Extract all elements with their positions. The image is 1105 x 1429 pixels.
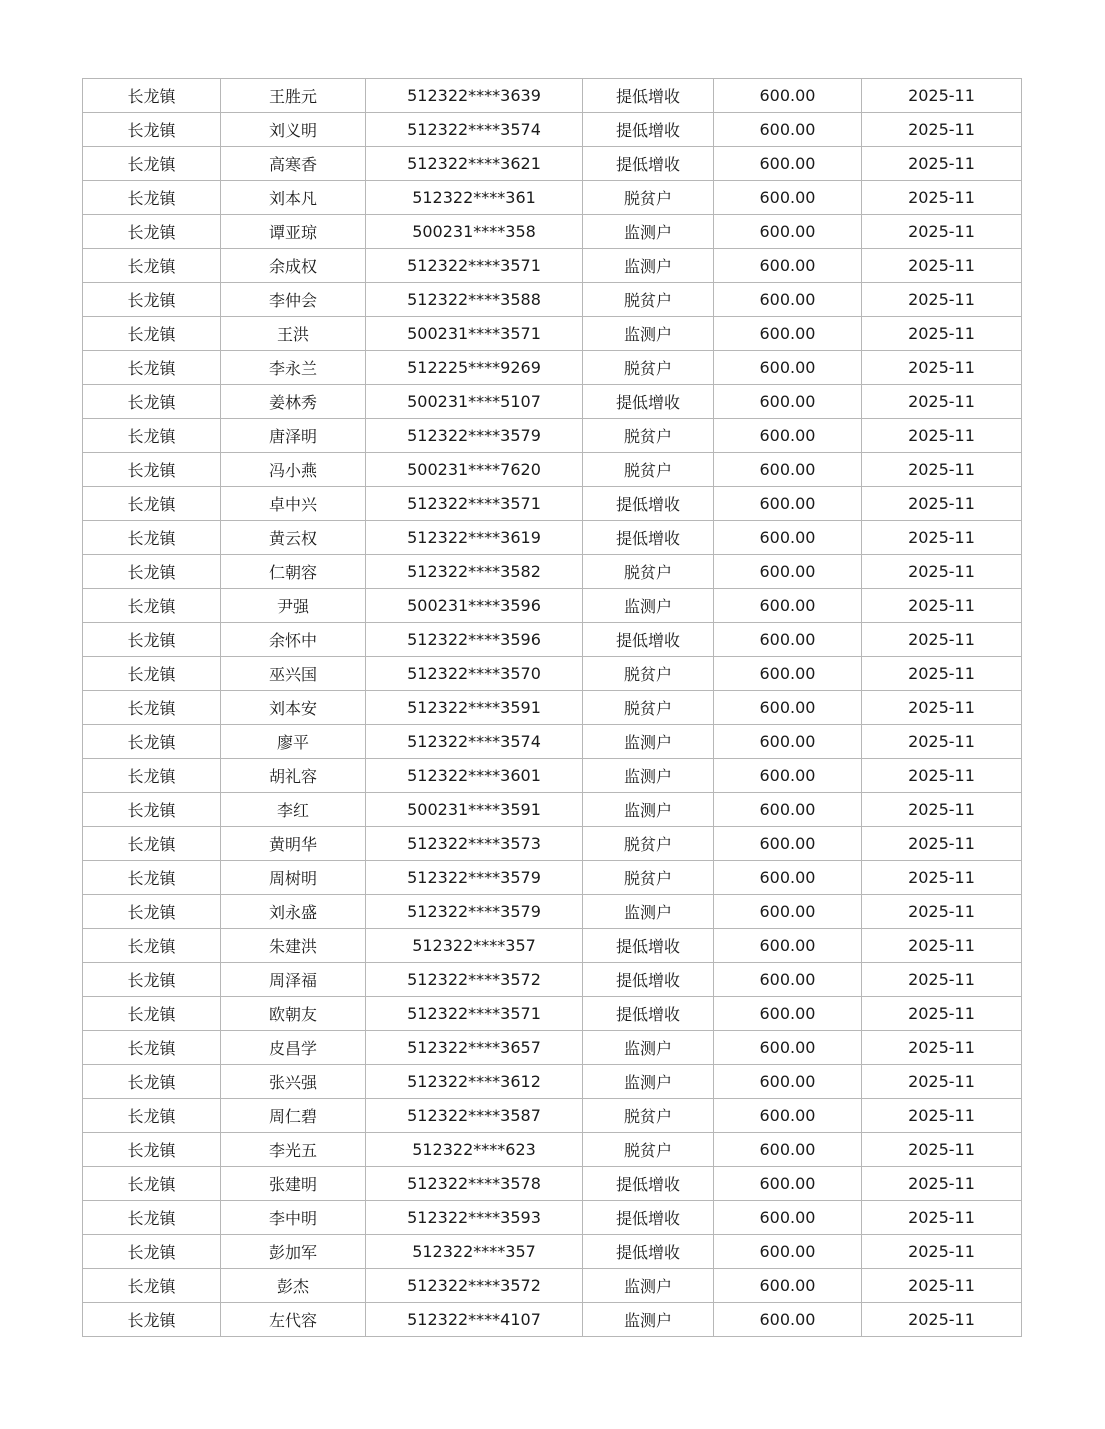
household-type-cell: 脱贫户 <box>583 657 714 691</box>
household-type-cell: 脱贫户 <box>583 1099 714 1133</box>
household-type-cell: 脱贫户 <box>583 827 714 861</box>
amount-cell: 600.00 <box>714 419 862 453</box>
roster-table <box>82 78 1022 1337</box>
id-number-cell: 512322****357 <box>366 929 583 963</box>
period-cell: 2025-11 <box>862 1133 1022 1167</box>
household-type-cell: 脱贫户 <box>583 1133 714 1167</box>
id-number-cell: 512322****3579 <box>366 419 583 453</box>
period-cell: 2025-11 <box>862 691 1022 725</box>
name-cell: 李永兰 <box>221 351 366 385</box>
table-row <box>83 861 1022 895</box>
town-cell: 长龙镇 <box>83 79 221 113</box>
id-number-cell: 512322****623 <box>366 1133 583 1167</box>
roster-table-body <box>83 79 1022 1337</box>
name-cell: 余成权 <box>221 249 366 283</box>
household-type-cell: 脱贫户 <box>583 861 714 895</box>
town-cell: 长龙镇 <box>83 453 221 487</box>
household-type-cell: 监测户 <box>583 317 714 351</box>
town-cell: 长龙镇 <box>83 929 221 963</box>
household-type-cell: 提低增收 <box>583 929 714 963</box>
town-cell: 长龙镇 <box>83 623 221 657</box>
amount-cell: 600.00 <box>714 453 862 487</box>
amount-cell: 600.00 <box>714 997 862 1031</box>
household-type-cell: 提低增收 <box>583 1235 714 1269</box>
amount-cell: 600.00 <box>714 1167 862 1201</box>
name-cell: 王胜元 <box>221 79 366 113</box>
table-row <box>83 1303 1022 1337</box>
id-number-cell: 512322****4107 <box>366 1303 583 1337</box>
period-cell: 2025-11 <box>862 147 1022 181</box>
town-cell: 长龙镇 <box>83 1303 221 1337</box>
id-number-cell: 500231****3571 <box>366 317 583 351</box>
table-row <box>83 963 1022 997</box>
household-type-cell: 监测户 <box>583 895 714 929</box>
name-cell: 周仁碧 <box>221 1099 366 1133</box>
amount-cell: 600.00 <box>714 691 862 725</box>
period-cell: 2025-11 <box>862 997 1022 1031</box>
town-cell: 长龙镇 <box>83 283 221 317</box>
table-row <box>83 555 1022 589</box>
name-cell: 余怀中 <box>221 623 366 657</box>
amount-cell: 600.00 <box>714 317 862 351</box>
household-type-cell: 脱贫户 <box>583 555 714 589</box>
period-cell: 2025-11 <box>862 623 1022 657</box>
table-row <box>83 1065 1022 1099</box>
period-cell: 2025-11 <box>862 113 1022 147</box>
town-cell: 长龙镇 <box>83 895 221 929</box>
table-row <box>83 453 1022 487</box>
id-number-cell: 512225****9269 <box>366 351 583 385</box>
name-cell: 仁朝容 <box>221 555 366 589</box>
period-cell: 2025-11 <box>862 895 1022 929</box>
table-row <box>83 759 1022 793</box>
household-type-cell: 提低增收 <box>583 521 714 555</box>
table-row <box>83 589 1022 623</box>
amount-cell: 600.00 <box>714 895 862 929</box>
period-cell: 2025-11 <box>862 215 1022 249</box>
period-cell: 2025-11 <box>862 317 1022 351</box>
amount-cell: 600.00 <box>714 113 862 147</box>
amount-cell: 600.00 <box>714 215 862 249</box>
name-cell: 冯小燕 <box>221 453 366 487</box>
table-row <box>83 725 1022 759</box>
household-type-cell: 脱贫户 <box>583 453 714 487</box>
name-cell: 唐泽明 <box>221 419 366 453</box>
amount-cell: 600.00 <box>714 1099 862 1133</box>
period-cell: 2025-11 <box>862 657 1022 691</box>
amount-cell: 600.00 <box>714 793 862 827</box>
town-cell: 长龙镇 <box>83 1031 221 1065</box>
id-number-cell: 512322****3571 <box>366 487 583 521</box>
id-number-cell: 512322****3571 <box>366 997 583 1031</box>
id-number-cell: 512322****357 <box>366 1235 583 1269</box>
town-cell: 长龙镇 <box>83 351 221 385</box>
id-number-cell: 512322****3639 <box>366 79 583 113</box>
household-type-cell: 监测户 <box>583 589 714 623</box>
id-number-cell: 512322****3619 <box>366 521 583 555</box>
name-cell: 李仲会 <box>221 283 366 317</box>
town-cell: 长龙镇 <box>83 555 221 589</box>
household-type-cell: 提低增收 <box>583 1201 714 1235</box>
town-cell: 长龙镇 <box>83 1065 221 1099</box>
amount-cell: 600.00 <box>714 589 862 623</box>
household-type-cell: 提低增收 <box>583 963 714 997</box>
name-cell: 刘永盛 <box>221 895 366 929</box>
town-cell: 长龙镇 <box>83 725 221 759</box>
table-row <box>83 623 1022 657</box>
period-cell: 2025-11 <box>862 1201 1022 1235</box>
amount-cell: 600.00 <box>714 1065 862 1099</box>
id-number-cell: 512322****3578 <box>366 1167 583 1201</box>
town-cell: 长龙镇 <box>83 113 221 147</box>
town-cell: 长龙镇 <box>83 419 221 453</box>
household-type-cell: 提低增收 <box>583 147 714 181</box>
household-type-cell: 提低增收 <box>583 79 714 113</box>
id-number-cell: 512322****3657 <box>366 1031 583 1065</box>
table-row <box>83 1133 1022 1167</box>
town-cell: 长龙镇 <box>83 1167 221 1201</box>
town-cell: 长龙镇 <box>83 963 221 997</box>
town-cell: 长龙镇 <box>83 1133 221 1167</box>
id-number-cell: 500231****7620 <box>366 453 583 487</box>
name-cell: 胡礼容 <box>221 759 366 793</box>
period-cell: 2025-11 <box>862 963 1022 997</box>
town-cell: 长龙镇 <box>83 1235 221 1269</box>
amount-cell: 600.00 <box>714 1133 862 1167</box>
id-number-cell: 512322****3621 <box>366 147 583 181</box>
id-number-cell: 512322****3596 <box>366 623 583 657</box>
id-number-cell: 512322****3601 <box>366 759 583 793</box>
table-row <box>83 249 1022 283</box>
period-cell: 2025-11 <box>862 827 1022 861</box>
town-cell: 长龙镇 <box>83 657 221 691</box>
town-cell: 长龙镇 <box>83 181 221 215</box>
period-cell: 2025-11 <box>862 1065 1022 1099</box>
name-cell: 皮昌学 <box>221 1031 366 1065</box>
id-number-cell: 512322****3571 <box>366 249 583 283</box>
id-number-cell: 512322****3574 <box>366 725 583 759</box>
period-cell: 2025-11 <box>862 79 1022 113</box>
amount-cell: 600.00 <box>714 623 862 657</box>
name-cell: 卓中兴 <box>221 487 366 521</box>
period-cell: 2025-11 <box>862 861 1022 895</box>
table-row <box>83 1201 1022 1235</box>
id-number-cell: 512322****3574 <box>366 113 583 147</box>
table-row <box>83 147 1022 181</box>
amount-cell: 600.00 <box>714 657 862 691</box>
table-row <box>83 385 1022 419</box>
name-cell: 刘义明 <box>221 113 366 147</box>
period-cell: 2025-11 <box>862 1167 1022 1201</box>
name-cell: 周泽福 <box>221 963 366 997</box>
name-cell: 彭杰 <box>221 1269 366 1303</box>
period-cell: 2025-11 <box>862 249 1022 283</box>
id-number-cell: 512322****3593 <box>366 1201 583 1235</box>
period-cell: 2025-11 <box>862 521 1022 555</box>
period-cell: 2025-11 <box>862 1269 1022 1303</box>
household-type-cell: 监测户 <box>583 793 714 827</box>
period-cell: 2025-11 <box>862 1235 1022 1269</box>
household-type-cell: 监测户 <box>583 215 714 249</box>
id-number-cell: 512322****3612 <box>366 1065 583 1099</box>
table-row <box>83 419 1022 453</box>
household-type-cell: 脱贫户 <box>583 181 714 215</box>
amount-cell: 600.00 <box>714 861 862 895</box>
amount-cell: 600.00 <box>714 521 862 555</box>
table-row <box>83 487 1022 521</box>
table-row <box>83 1167 1022 1201</box>
name-cell: 周树明 <box>221 861 366 895</box>
table-row <box>83 351 1022 385</box>
id-number-cell: 500231****5107 <box>366 385 583 419</box>
table-row <box>83 691 1022 725</box>
name-cell: 谭亚琼 <box>221 215 366 249</box>
amount-cell: 600.00 <box>714 929 862 963</box>
town-cell: 长龙镇 <box>83 793 221 827</box>
period-cell: 2025-11 <box>862 555 1022 589</box>
period-cell: 2025-11 <box>862 351 1022 385</box>
table-row <box>83 1269 1022 1303</box>
id-number-cell: 512322****3573 <box>366 827 583 861</box>
amount-cell: 600.00 <box>714 1269 862 1303</box>
name-cell: 姜林秀 <box>221 385 366 419</box>
household-type-cell: 监测户 <box>583 1269 714 1303</box>
name-cell: 刘本凡 <box>221 181 366 215</box>
amount-cell: 600.00 <box>714 1303 862 1337</box>
town-cell: 长龙镇 <box>83 487 221 521</box>
town-cell: 长龙镇 <box>83 1269 221 1303</box>
name-cell: 黄云权 <box>221 521 366 555</box>
id-number-cell: 512322****3587 <box>366 1099 583 1133</box>
name-cell: 左代容 <box>221 1303 366 1337</box>
amount-cell: 600.00 <box>714 147 862 181</box>
household-type-cell: 监测户 <box>583 1303 714 1337</box>
period-cell: 2025-11 <box>862 589 1022 623</box>
amount-cell: 600.00 <box>714 385 862 419</box>
household-type-cell: 提低增收 <box>583 385 714 419</box>
town-cell: 长龙镇 <box>83 691 221 725</box>
id-number-cell: 512322****3579 <box>366 895 583 929</box>
table-row <box>83 657 1022 691</box>
id-number-cell: 500231****358 <box>366 215 583 249</box>
amount-cell: 600.00 <box>714 759 862 793</box>
amount-cell: 600.00 <box>714 963 862 997</box>
household-type-cell: 监测户 <box>583 249 714 283</box>
id-number-cell: 512322****3579 <box>366 861 583 895</box>
town-cell: 长龙镇 <box>83 317 221 351</box>
name-cell: 张兴强 <box>221 1065 366 1099</box>
amount-cell: 600.00 <box>714 181 862 215</box>
table-row <box>83 79 1022 113</box>
amount-cell: 600.00 <box>714 827 862 861</box>
household-type-cell: 脱贫户 <box>583 351 714 385</box>
town-cell: 长龙镇 <box>83 249 221 283</box>
table-row <box>83 113 1022 147</box>
household-type-cell: 脱贫户 <box>583 283 714 317</box>
household-type-cell: 提低增收 <box>583 113 714 147</box>
id-number-cell: 512322****3572 <box>366 963 583 997</box>
period-cell: 2025-11 <box>862 1303 1022 1337</box>
name-cell: 李中明 <box>221 1201 366 1235</box>
town-cell: 长龙镇 <box>83 997 221 1031</box>
name-cell: 张建明 <box>221 1167 366 1201</box>
table-row <box>83 929 1022 963</box>
amount-cell: 600.00 <box>714 1031 862 1065</box>
table-row <box>83 793 1022 827</box>
table-row <box>83 1031 1022 1065</box>
table-row <box>83 181 1022 215</box>
table-row <box>83 895 1022 929</box>
amount-cell: 600.00 <box>714 725 862 759</box>
amount-cell: 600.00 <box>714 351 862 385</box>
name-cell: 刘本安 <box>221 691 366 725</box>
table-row <box>83 317 1022 351</box>
period-cell: 2025-11 <box>862 453 1022 487</box>
name-cell: 高寒香 <box>221 147 366 181</box>
town-cell: 长龙镇 <box>83 589 221 623</box>
period-cell: 2025-11 <box>862 419 1022 453</box>
name-cell: 黄明华 <box>221 827 366 861</box>
period-cell: 2025-11 <box>862 487 1022 521</box>
table-row <box>83 521 1022 555</box>
id-number-cell: 512322****3572 <box>366 1269 583 1303</box>
amount-cell: 600.00 <box>714 79 862 113</box>
period-cell: 2025-11 <box>862 793 1022 827</box>
amount-cell: 600.00 <box>714 1201 862 1235</box>
household-type-cell: 监测户 <box>583 1065 714 1099</box>
id-number-cell: 500231****3596 <box>366 589 583 623</box>
period-cell: 2025-11 <box>862 725 1022 759</box>
amount-cell: 600.00 <box>714 1235 862 1269</box>
period-cell: 2025-11 <box>862 1099 1022 1133</box>
town-cell: 长龙镇 <box>83 1099 221 1133</box>
name-cell: 巫兴国 <box>221 657 366 691</box>
amount-cell: 600.00 <box>714 249 862 283</box>
household-type-cell: 监测户 <box>583 1031 714 1065</box>
table-row <box>83 1099 1022 1133</box>
name-cell: 尹强 <box>221 589 366 623</box>
period-cell: 2025-11 <box>862 929 1022 963</box>
household-type-cell: 提低增收 <box>583 487 714 521</box>
table-row <box>83 1235 1022 1269</box>
town-cell: 长龙镇 <box>83 521 221 555</box>
household-type-cell: 提低增收 <box>583 623 714 657</box>
period-cell: 2025-11 <box>862 181 1022 215</box>
name-cell: 王洪 <box>221 317 366 351</box>
household-type-cell: 监测户 <box>583 725 714 759</box>
town-cell: 长龙镇 <box>83 827 221 861</box>
table-row <box>83 215 1022 249</box>
name-cell: 彭加军 <box>221 1235 366 1269</box>
name-cell: 欧朝友 <box>221 997 366 1031</box>
name-cell: 廖平 <box>221 725 366 759</box>
household-type-cell: 提低增收 <box>583 1167 714 1201</box>
id-number-cell: 512322****3570 <box>366 657 583 691</box>
period-cell: 2025-11 <box>862 1031 1022 1065</box>
table-row <box>83 997 1022 1031</box>
town-cell: 长龙镇 <box>83 1201 221 1235</box>
table-row <box>83 827 1022 861</box>
amount-cell: 600.00 <box>714 555 862 589</box>
period-cell: 2025-11 <box>862 759 1022 793</box>
town-cell: 长龙镇 <box>83 861 221 895</box>
id-number-cell: 500231****3591 <box>366 793 583 827</box>
name-cell: 朱建洪 <box>221 929 366 963</box>
id-number-cell: 512322****3588 <box>366 283 583 317</box>
household-type-cell: 脱贫户 <box>583 419 714 453</box>
name-cell: 李红 <box>221 793 366 827</box>
id-number-cell: 512322****361 <box>366 181 583 215</box>
town-cell: 长龙镇 <box>83 147 221 181</box>
amount-cell: 600.00 <box>714 487 862 521</box>
amount-cell: 600.00 <box>714 283 862 317</box>
id-number-cell: 512322****3591 <box>366 691 583 725</box>
period-cell: 2025-11 <box>862 283 1022 317</box>
town-cell: 长龙镇 <box>83 215 221 249</box>
household-type-cell: 提低增收 <box>583 997 714 1031</box>
name-cell: 李光五 <box>221 1133 366 1167</box>
period-cell: 2025-11 <box>862 385 1022 419</box>
id-number-cell: 512322****3582 <box>366 555 583 589</box>
household-type-cell: 脱贫户 <box>583 691 714 725</box>
town-cell: 长龙镇 <box>83 385 221 419</box>
table-row <box>83 283 1022 317</box>
household-type-cell: 监测户 <box>583 759 714 793</box>
town-cell: 长龙镇 <box>83 759 221 793</box>
